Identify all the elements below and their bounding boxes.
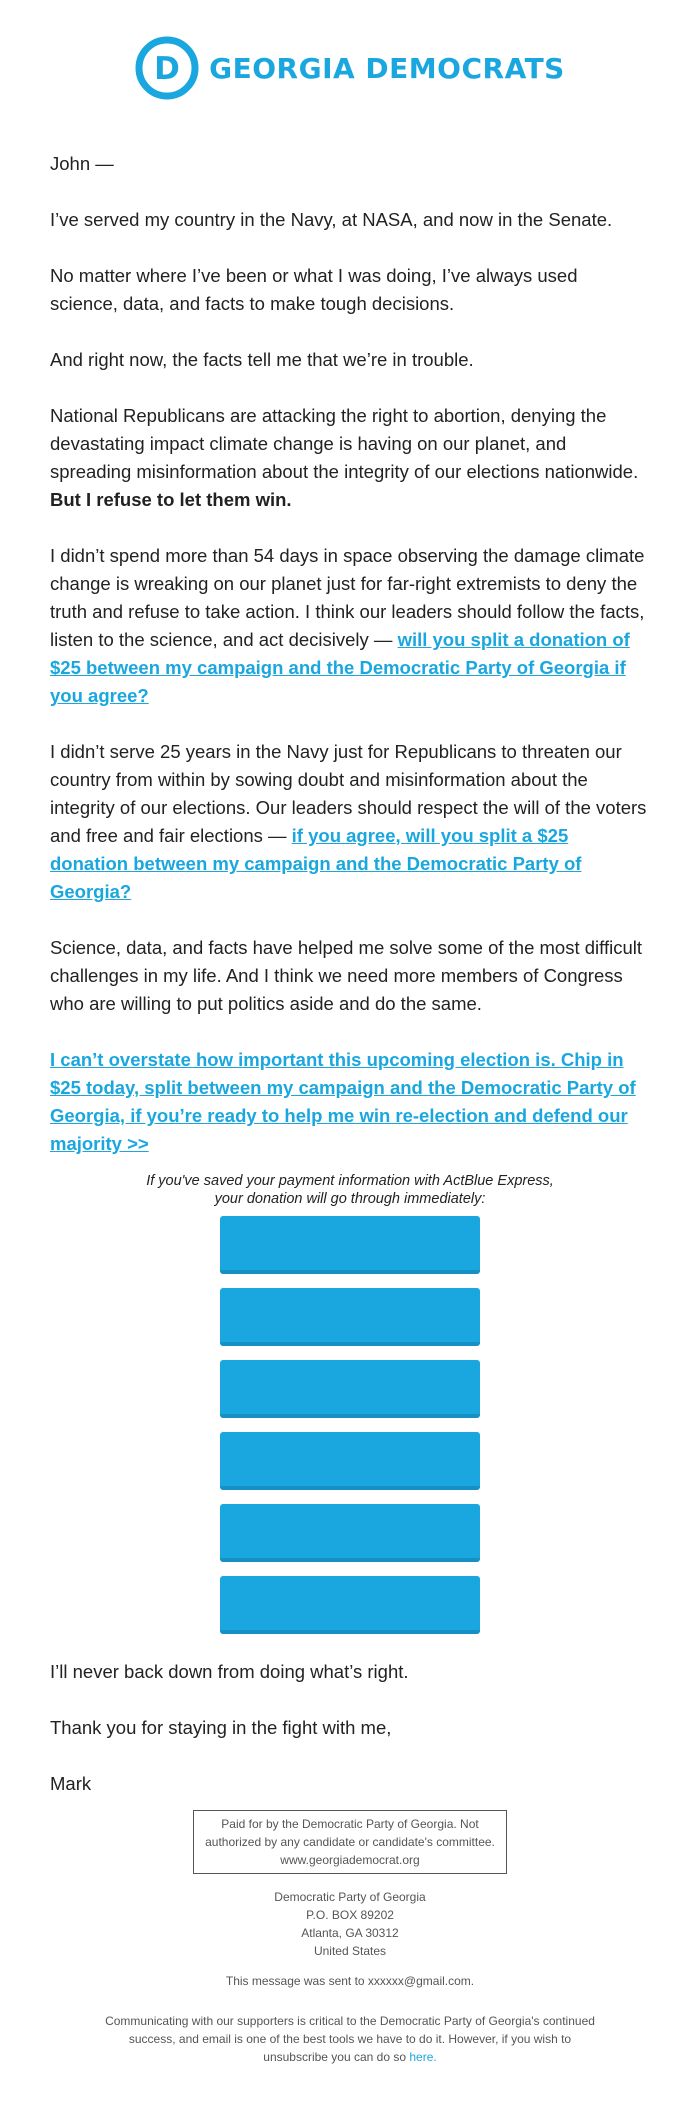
paragraph-1: I’ve served my country in the Navy, at NASA, and now in the Senate.	[50, 209, 613, 230]
address-line: United States	[313, 1944, 387, 1958]
address-line: Atlanta, GA 30312	[301, 1926, 399, 1940]
donate-25-button[interactable]: Donate $25 >>	[220, 1288, 480, 1346]
paragraph-5	[50, 542, 650, 710]
paragraph-5-text: I didn’t spend more than 54 days in space observing the damage climate change is wreaking on our planet just for far-right extremists to deny the truth and refuse to take action. I think our leaders should follow the facts, listen to the science, and act decisively —	[50, 545, 645, 650]
address-line: Democratic Party of Georgia	[274, 1890, 426, 1904]
mailing-address	[0, 1888, 700, 1960]
donate-link-split-25[interactable]: will you split a donation of $25 between my campaign and the Democratic Party of Georgia if you agree?	[50, 629, 630, 706]
paragraph-8	[50, 1046, 650, 1158]
closing	[50, 1658, 650, 1798]
closing-line-2: Thank you for staying in the fight with me,	[50, 1717, 392, 1738]
unsubscribe-notice	[95, 2012, 605, 2066]
email-footer	[0, 1810, 700, 2066]
paragraph-7: Science, data, and facts have helped me solve some of the most difficult challenges in my life. And I think we need more members of Congress who are willing to put politics aside and do the same.	[50, 937, 642, 1014]
paragraph-2: No matter where I’ve been or what I was doing, I’ve always used science, data, and facts to make tough decisions.	[50, 265, 578, 314]
democrats-logo-icon	[135, 36, 199, 100]
donate-250-button[interactable]: Donate $250 >>	[220, 1504, 480, 1562]
donate-button-group	[50, 1216, 650, 1648]
paid-for-disclaimer: Paid for by the Democratic Party of Georgia. Not authorized by any candidate or candidate's committee. www.georgiademocrat.org	[193, 1810, 507, 1874]
express-note-line-2: your donation will go through immediately:	[214, 1191, 486, 1207]
signature: Mark	[50, 1773, 92, 1794]
donate-link-chip-in-25[interactable]: I can’t overstate how important this upcoming election is. Chip in $25 today, split between my campaign and the Democratic Party of Georgia, if you’re ready to help me win re-election and defend our majority >>	[50, 1049, 636, 1154]
donate-link-agree-25[interactable]: if you agree, will you split a $25 donation between my campaign and the Democratic Party of Georgia?	[50, 825, 582, 902]
donate-100-button[interactable]: Donate $100 >>	[220, 1432, 480, 1490]
donate-other-amount-button[interactable]: Donate another amount >>	[220, 1576, 480, 1634]
greeting: John —	[50, 153, 114, 174]
letter-body	[50, 150, 650, 1826]
svg-text:D: D	[154, 51, 181, 87]
unsubscribe-link[interactable]: here.	[409, 2050, 437, 2064]
sent-to-notice: This message was sent to xxxxxx@gmail.com.	[225, 1974, 475, 1988]
paragraph-6	[50, 738, 650, 906]
donate-50-button[interactable]: Donate $50 >>	[220, 1360, 480, 1418]
paragraph-6-text: I didn’t serve 25 years in the Navy just for Republicans to threaten our country from within by sowing doubt and misinformation about the integrity of our elections. Our leaders should respect the will of the voters and free and fair elections —	[50, 741, 647, 846]
closing-line-1: I’ll never back down from doing what’s right.	[50, 1661, 409, 1682]
paragraph-4-text: National Republicans are attacking the right to abortion, denying the devastating impact climate change is having on our planet, and spreading misinformation about the integrity of our elections nationwide.	[50, 405, 639, 482]
paragraph-4-bold: But I refuse to let them win.	[50, 489, 292, 510]
express-note-line-1: If you've saved your payment information with ActBlue Express,	[146, 1173, 554, 1189]
donate-5-button[interactable]: Donate $5 >>	[220, 1216, 480, 1274]
paragraph-3: And right now, the facts tell me that we’re in trouble.	[50, 349, 474, 370]
actblue-express-note	[50, 1172, 650, 1208]
brand-name: GEORGIA DEMOCRATS	[209, 51, 565, 85]
unsubscribe-text: Communicating with our supporters is critical to the Democratic Party of Georgia's continued success, and email is one of the best tools we have to do it. However, if you wish to unsubscribe you can do so	[105, 2014, 595, 2064]
paragraph-4	[50, 402, 650, 514]
address-line: P.O. BOX 89202	[306, 1908, 394, 1922]
email-header	[0, 34, 700, 102]
